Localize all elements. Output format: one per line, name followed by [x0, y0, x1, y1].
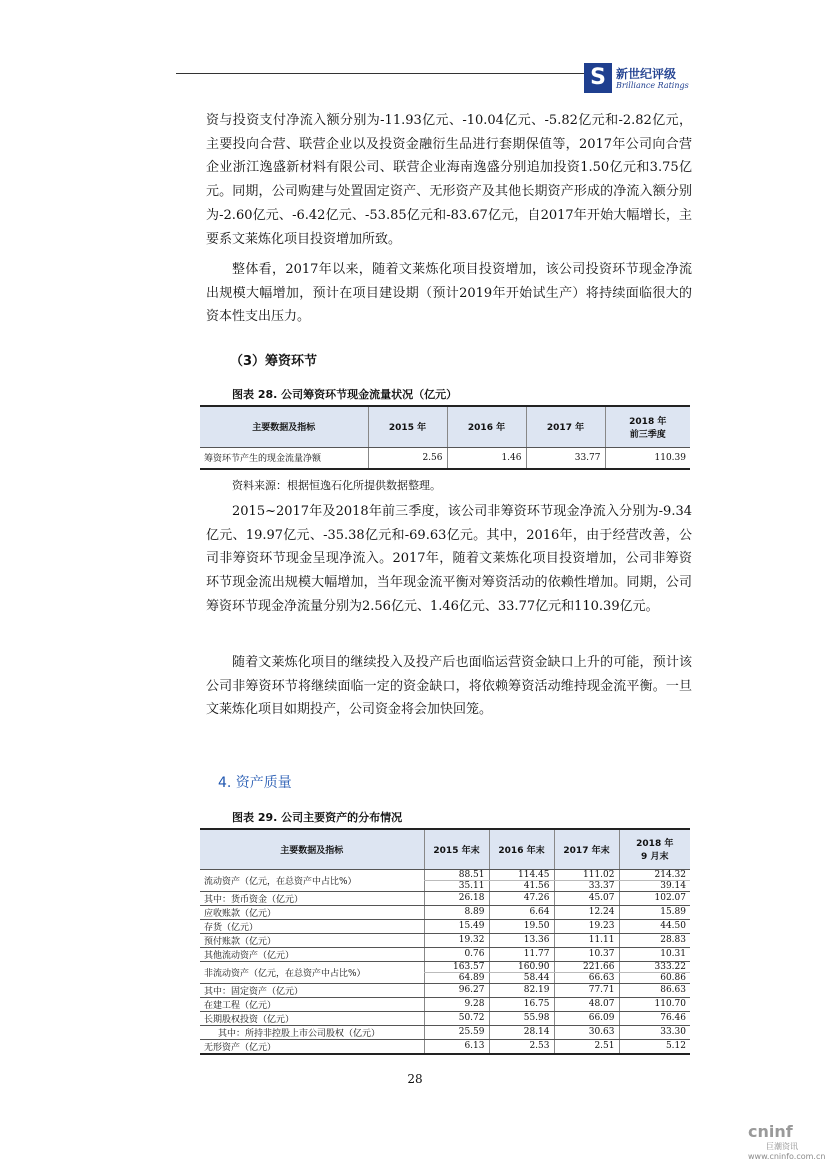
- table-header: 2018 年 9 月末: [619, 829, 690, 869]
- table-row: [200, 933, 690, 947]
- cell-value: 33.37: [554, 880, 619, 891]
- cell-value: 25.59: [424, 1025, 489, 1039]
- cell-value: 114.45: [489, 869, 554, 880]
- cell-value: 39.14: [619, 880, 690, 891]
- cell-value: 10.37: [554, 947, 619, 961]
- table-row: [200, 983, 690, 997]
- table-row: [200, 919, 690, 933]
- row-label: 筹资环节产生的现金流量净额: [200, 447, 368, 469]
- cell-value: 15.49: [424, 919, 489, 933]
- row-label: 预付账款（亿元）: [200, 933, 424, 947]
- cell-value: 2.51: [554, 1039, 619, 1054]
- cell-value: 26.18: [424, 891, 489, 905]
- cell-value: 28.83: [619, 933, 690, 947]
- cell-value: 96.27: [424, 983, 489, 997]
- logo-mark-icon: S: [584, 63, 612, 93]
- cell-value: 16.75: [489, 997, 554, 1011]
- row-label: 长期股权投资（亿元）: [200, 1011, 424, 1025]
- cell-value: 30.63: [554, 1025, 619, 1039]
- cell-value: 19.23: [554, 919, 619, 933]
- table-row: [200, 1011, 690, 1025]
- cell-value: 88.51: [424, 869, 489, 880]
- table-header: 2015 年: [368, 406, 447, 447]
- cell-value: 102.07: [619, 891, 690, 905]
- table-row: [200, 947, 690, 961]
- cell-value: 41.56: [489, 880, 554, 891]
- table-header: 主要数据及指标: [200, 829, 424, 869]
- table28-caption: 图表 28. 公司筹资环节现金流量状况（亿元）: [232, 388, 458, 401]
- cell-value: 33.77: [526, 447, 605, 469]
- table-header: 2015 年末: [424, 829, 489, 869]
- cell-value: 110.70: [619, 997, 690, 1011]
- table-header: 2017 年末: [554, 829, 619, 869]
- table-header: 2018 年 前三季度: [605, 406, 690, 447]
- cell-value: 33.30: [619, 1025, 690, 1039]
- table-row: [200, 869, 690, 880]
- table-financing-cashflow: [200, 405, 690, 470]
- paragraph-financing-outlook: 随着文莱炼化项目的继续投入及投产后也面临运营资金缺口上升的可能，预计该公司非筹资环节将继续面临一定的资金缺口，将依赖筹资活动维持现金流平衡。一旦文莱炼化项目如期投产，公司资金将会加快回笼。: [206, 655, 692, 718]
- cell-value: 214.32: [619, 869, 690, 880]
- cell-value: 58.44: [489, 972, 554, 983]
- row-label: 其中：固定资产（亿元）: [200, 983, 424, 997]
- cell-value: 19.50: [489, 919, 554, 933]
- table-header: 2016 年: [447, 406, 526, 447]
- section-title-asset-quality: 4. 资产质量: [218, 775, 292, 791]
- cell-value: 55.98: [489, 1011, 554, 1025]
- cell-value: 163.57: [424, 961, 489, 972]
- cell-value: 44.50: [619, 919, 690, 933]
- table-row: [200, 997, 690, 1011]
- cell-value: 45.07: [554, 891, 619, 905]
- watermark-cn: 巨潮资讯: [766, 1142, 798, 1151]
- table-header: 2017 年: [526, 406, 605, 447]
- cell-value: 9.28: [424, 997, 489, 1011]
- cell-value: 160.90: [489, 961, 554, 972]
- table29-caption: 图表 29. 公司主要资产的分布情况: [232, 811, 403, 824]
- cell-value: 60.86: [619, 972, 690, 983]
- cell-value: 333.22: [619, 961, 690, 972]
- cell-value: 50.72: [424, 1011, 489, 1025]
- cell-value: 77.71: [554, 983, 619, 997]
- row-label: 在建工程（亿元）: [200, 997, 424, 1011]
- page-number: 28: [407, 1072, 423, 1086]
- cell-value: 111.02: [554, 869, 619, 880]
- watermark-brand: cninf: [748, 1122, 793, 1141]
- cninfo-watermark: [748, 1122, 826, 1162]
- cell-value: 0.76: [424, 947, 489, 961]
- table-asset-distribution: [200, 828, 690, 1055]
- table-header: 2016 年末: [489, 829, 554, 869]
- cell-value: 2.56: [368, 447, 447, 469]
- table-header: 主要数据及指标: [200, 406, 368, 447]
- brand-logo: [584, 63, 704, 97]
- row-label: 其中：所持非控股上市公司股权（亿元）: [200, 1025, 424, 1039]
- heading-financing: （3）筹资环节: [230, 354, 318, 369]
- cell-value: 11.11: [554, 933, 619, 947]
- cell-value: 15.89: [619, 905, 690, 919]
- logo-en-text: Brilliance Ratings: [616, 81, 689, 90]
- cell-value: 5.12: [619, 1039, 690, 1054]
- cell-value: 6.13: [424, 1039, 489, 1054]
- cell-value: 76.46: [619, 1011, 690, 1025]
- cell-value: 47.26: [489, 891, 554, 905]
- row-label: 应收账款（亿元）: [200, 905, 424, 919]
- cell-value: 1.46: [447, 447, 526, 469]
- row-label: 无形资产（亿元）: [200, 1039, 424, 1054]
- cell-value: 12.24: [554, 905, 619, 919]
- cell-value: 13.36: [489, 933, 554, 947]
- row-label: 其他流动资产（亿元）: [200, 947, 424, 961]
- cell-value: 8.89: [424, 905, 489, 919]
- row-label: 存货（亿元）: [200, 919, 424, 933]
- table-row: [200, 1025, 690, 1039]
- cell-value: 48.07: [554, 997, 619, 1011]
- watermark-url: www.cninfo.com.cn: [748, 1152, 826, 1161]
- row-label: 其中：货币资金（亿元）: [200, 891, 424, 905]
- paragraph-financing-detail: 2015~2017年及2018年前三季度，该公司非筹资环节现金净流入分别为-9.34亿元、19.97亿元、-35.38亿元和-69.63亿元。其中，2016年，由于经营改善，公司非筹资环节现金呈现净流入。2017年，随着文莱炼化项目投资增加，公司非筹资环节现金流出规模大幅增加，当年现金流平衡对筹资活动的依赖性增加。同期，公司筹资环节现金净流量分别为2.56亿元、1.46亿元、33.77亿元和110.39亿元。: [206, 504, 692, 614]
- table-row: [200, 961, 690, 972]
- table-row: [200, 1039, 690, 1054]
- cell-value: 19.32: [424, 933, 489, 947]
- cell-value: 66.09: [554, 1011, 619, 1025]
- cell-value: 66.63: [554, 972, 619, 983]
- cell-value: 11.77: [489, 947, 554, 961]
- table-row: [200, 905, 690, 919]
- cell-value: 86.63: [619, 983, 690, 997]
- row-label: 流动资产（亿元，在总资产中占比%）: [200, 869, 424, 891]
- row-label: 非流动资产（亿元，在总资产中占比%）: [200, 961, 424, 983]
- header-rule: [176, 73, 596, 74]
- paragraph-investing-detail: 资与投资支付净流入额分别为-11.93亿元、-10.04亿元、-5.82亿元和-2.82亿元，主要投向合营、联营企业以及投资金融衍生品进行套期保值等，2017年公司向合营企业浙江逸盛新材料有限公司、联营企业海南逸盛分别追加投资1.50亿元和3.75亿元。同期，公司购建与处置固定资产、无形资产及其他长期资产形成的净流入额分别为-2.60亿元、-6.42亿元、-53.85亿元和-83.67亿元，自2017年开始大幅增长，主要系文莱炼化项目投资增加所致。: [206, 113, 692, 247]
- cell-value: 110.39: [605, 447, 690, 469]
- cell-value: 2.53: [489, 1039, 554, 1054]
- cell-value: 221.66: [554, 961, 619, 972]
- cell-value: 6.64: [489, 905, 554, 919]
- cell-value: 28.14: [489, 1025, 554, 1039]
- table-row: [200, 447, 690, 469]
- cell-value: 10.31: [619, 947, 690, 961]
- paragraph-investing-summary: 整体看，2017年以来，随着文莱炼化项目投资增加，该公司投资环节现金净流出规模大幅增加，预计在项目建设期（预计2019年开始试生产）将持续面临很大的资本性支出压力。: [206, 262, 692, 325]
- table28-source: 资料来源：根据恒逸石化所提供数据整理。: [232, 479, 441, 492]
- table-row: [200, 891, 690, 905]
- cell-value: 82.19: [489, 983, 554, 997]
- cell-value: 64.89: [424, 972, 489, 983]
- cell-value: 35.11: [424, 880, 489, 891]
- logo-cn-text: 新世纪评级: [616, 67, 677, 81]
